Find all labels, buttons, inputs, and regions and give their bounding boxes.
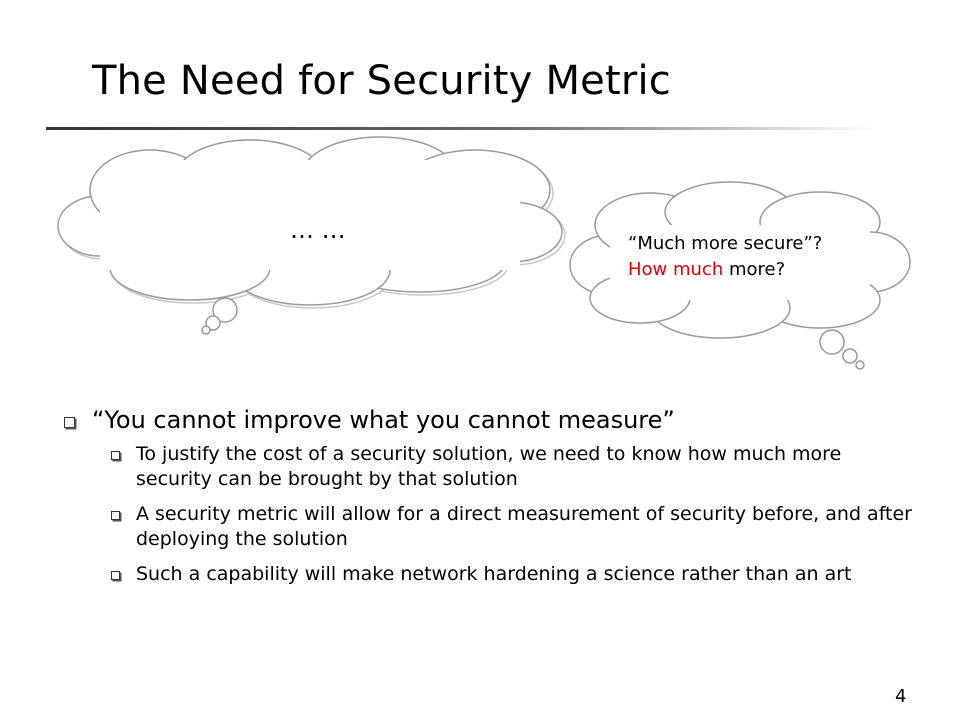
box-bullet-icon (111, 571, 120, 580)
sub-bullet-2-text: A security metric will allow for a direct measurement of security before, and after deploying the solution (136, 503, 912, 550)
bullet-main (62, 406, 922, 434)
right-cloud-line2-rest: more? (723, 259, 786, 280)
highlight-how-much: How much (628, 259, 724, 280)
sub-bullet-3-text: Such a capability will make network hardening a science rather than an art (136, 563, 852, 585)
box-bullet-icon (64, 417, 75, 428)
sub-bullet-2 (62, 502, 922, 552)
box-bullet-icon (111, 451, 120, 460)
sub-bullet-3 (62, 562, 922, 587)
box-bullet-icon (111, 511, 120, 520)
right-cloud-line2 (628, 257, 822, 283)
right-cloud-text (628, 231, 822, 283)
bullet-list (62, 406, 922, 597)
page-number: 4 (895, 686, 907, 707)
slide-title: The Need for Security Metric (92, 58, 671, 104)
sub-bullet-1-text: To justify the cost of a security solution, we need to know how much more security can be brought by that solution (136, 443, 842, 490)
bullet-main-text: “You cannot improve what you cannot measure” (92, 406, 675, 434)
left-cloud-text: … … (290, 216, 346, 244)
right-cloud-line1: “Much more secure”? (628, 233, 823, 254)
sub-bullet-1 (62, 442, 922, 492)
